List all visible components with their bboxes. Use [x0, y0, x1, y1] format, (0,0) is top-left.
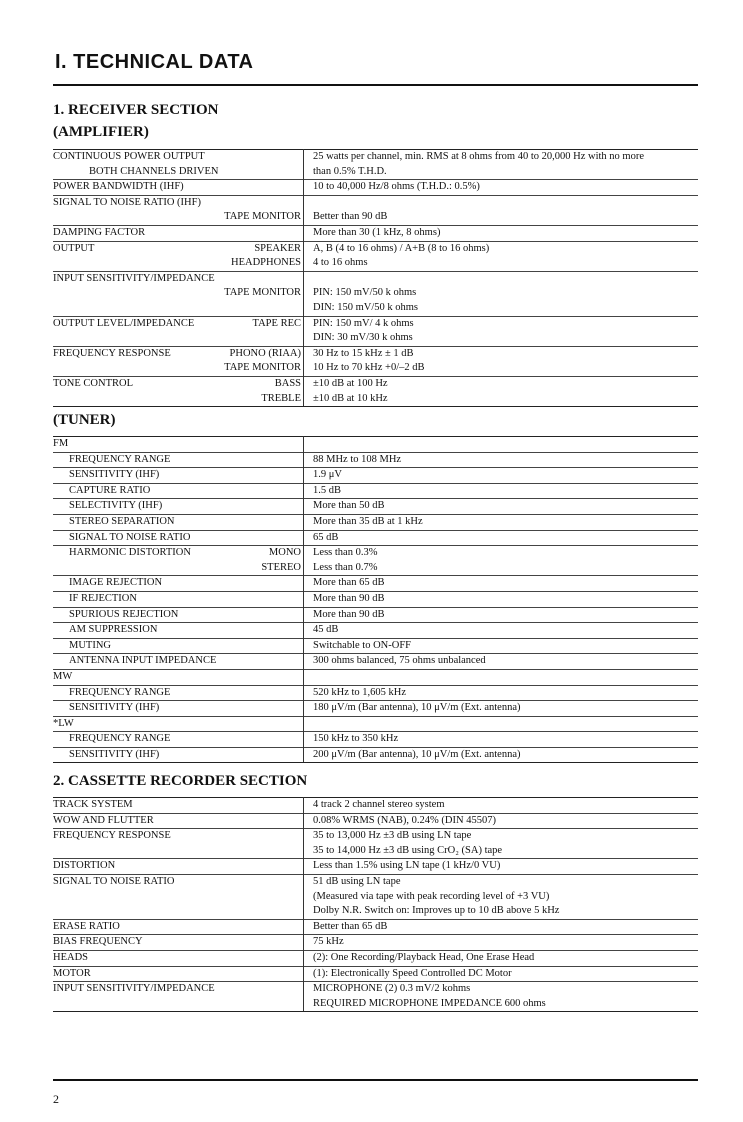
spec-label: SIGNAL TO NOISE RATIO: [69, 531, 191, 543]
spec-label-cell: [53, 859, 304, 875]
spec-sublabel: BASS: [274, 377, 301, 389]
spec-row: [53, 195, 698, 210]
spec-value: 35 to 14,000 Hz ±3 dB using CrO₂ (SA) tape: [313, 844, 503, 856]
spec-value: (2): One Recording/Playback Head, One Erase Head: [304, 950, 699, 966]
spec-value: [304, 271, 699, 286]
spec-label: CONTINUOUS POWER OUTPUT: [53, 151, 205, 162]
spec-value: 0.08% WRMS (NAB), 0.24% (DIN 45507): [304, 813, 699, 829]
spec-value: 150 kHz to 350 kHz: [304, 732, 699, 748]
spec-row: [53, 966, 698, 982]
spec-row: [53, 561, 698, 576]
spec-value: [304, 716, 699, 732]
spec-label: DAMPING FACTOR: [53, 226, 146, 238]
spec-value: 520 kHz to 1,605 kHz: [304, 685, 699, 701]
spec-label-cell: [53, 638, 304, 654]
spec-value: 300 ohms balanced, 75 ohms unbalanced: [304, 654, 699, 670]
spec-value: 30 Hz to 15 kHz ± 1 dB: [304, 346, 699, 361]
spec-value: 4 track 2 channel stereo system: [304, 798, 699, 814]
spec-value: More than 90 dB: [304, 607, 699, 623]
spec-value: MICROPHONE (2) 0.3 mV/2 kohms: [304, 982, 699, 997]
spec-label-cell: [53, 813, 304, 829]
spec-value: Switchable to ON-OFF: [304, 638, 699, 654]
spec-label: BOTH CHANNELS DRIVEN: [89, 165, 219, 177]
spec-label: BIAS FREQUENCY: [53, 936, 143, 948]
receiver-section-title: 1. RECEIVER SECTION: [53, 102, 219, 118]
spec-row: [53, 361, 698, 376]
spec-row: [53, 499, 698, 515]
spec-label: MW: [53, 670, 73, 682]
spec-label-cell: [53, 669, 304, 685]
spec-row: [53, 813, 698, 829]
spec-sublabel: MONO: [268, 547, 301, 559]
spec-label-cell: [53, 935, 304, 951]
spec-label-cell: [53, 716, 304, 732]
spec-label: HARMONIC DISTORTION: [69, 547, 191, 559]
spec-label: FREQUENCY RESPONSE: [53, 347, 171, 359]
spec-value: Better than 90 dB: [313, 211, 388, 223]
spec-label: *LW: [53, 717, 74, 729]
spec-value: 45 dB: [304, 623, 699, 639]
spec-row: [53, 997, 698, 1012]
spec-row: [53, 301, 698, 316]
spec-label: TONE CONTROL: [53, 377, 134, 389]
spec-value: ±10 dB at 100 Hz: [304, 376, 699, 391]
spec-row: [53, 225, 698, 241]
spec-value: DIN: 30 mV/30 k ohms: [313, 332, 413, 344]
spec-label-cell: [53, 468, 304, 484]
spec-label-cell: [53, 747, 304, 763]
spec-row: [53, 950, 698, 966]
spec-label-cell: [53, 331, 304, 346]
spec-row: [53, 654, 698, 670]
spec-row: [53, 150, 698, 165]
spec-label: SENSITIVITY (IHF): [69, 469, 160, 481]
spec-label-cell: [53, 286, 304, 301]
spec-value: 65 dB: [304, 530, 699, 546]
spec-value: 75 kHz: [304, 935, 699, 951]
spec-label-cell: [53, 997, 304, 1012]
spec-value: Dolby N.R. Switch on: Improves up to 10 dB above 5 kHz: [313, 905, 560, 917]
spec-label: IF REJECTION: [69, 592, 137, 604]
spec-label: SENSITIVITY (IHF): [69, 702, 160, 714]
spec-value: (1): Electronically Speed Controlled DC Motor: [304, 966, 699, 982]
spec-label: SENSITIVITY (IHF): [69, 748, 160, 760]
spec-row: [53, 331, 698, 346]
spec-label-cell: [53, 316, 304, 331]
spec-row: [53, 437, 698, 453]
tuner-subtitle: (TUNER): [53, 412, 116, 428]
spec-value: than 0.5% T.H.D.: [313, 165, 387, 177]
spec-value: [304, 437, 699, 453]
spec-value: 200 μV/m (Bar antenna), 10 μV/m (Ext. antenna): [304, 747, 699, 763]
spec-sublabel: TAPE REC: [252, 317, 301, 329]
spec-row: [53, 210, 698, 225]
spec-label: SIGNAL TO NOISE RATIO: [53, 875, 175, 887]
spec-label-cell: [53, 210, 304, 225]
spec-label: WOW AND FLUTTER: [53, 814, 154, 826]
spec-label: ERASE RATIO: [53, 920, 120, 932]
spec-label-cell: [53, 844, 304, 859]
spec-label: FREQUENCY RANGE: [69, 733, 171, 745]
spec-value: 1.5 dB: [304, 483, 699, 499]
spec-row: [53, 514, 698, 530]
spec-label: POWER BANDWIDTH (IHF): [53, 181, 184, 193]
spec-sublabel: TREBLE: [261, 392, 301, 404]
spec-label: FM: [53, 438, 69, 449]
spec-row: [53, 452, 698, 468]
spec-row: [53, 701, 698, 717]
spec-value: [304, 669, 699, 685]
spec-label: STEREO SEPARATION: [69, 515, 175, 527]
spec-label: HEADS: [53, 951, 89, 963]
spec-row: [53, 982, 698, 997]
spec-row: [53, 316, 698, 331]
spec-label: SPURIOUS REJECTION: [69, 608, 179, 620]
spec-label-cell: [53, 150, 304, 165]
spec-label: ANTENNA INPUT IMPEDANCE: [69, 655, 217, 667]
spec-value: More than 30 (1 kHz, 8 ohms): [304, 225, 699, 241]
spec-row: [53, 623, 698, 639]
cassette-section-title: 2. CASSETTE RECORDER SECTION: [53, 773, 308, 789]
spec-label-cell: [53, 576, 304, 592]
spec-label-cell: [53, 829, 304, 844]
spec-label-cell: [53, 437, 304, 453]
spec-label-cell: [53, 982, 304, 997]
spec-value: 88 MHz to 108 MHz: [304, 452, 699, 468]
spec-label-cell: [53, 623, 304, 639]
spec-value: Better than 65 dB: [304, 919, 699, 935]
spec-value: ±10 dB at 10 kHz: [304, 392, 699, 407]
page-number: 2: [53, 1092, 59, 1106]
spec-label-cell: [53, 798, 304, 814]
spec-row: [53, 685, 698, 701]
spec-label-cell: [53, 701, 304, 717]
spec-label: AM SUPPRESSION: [69, 624, 158, 636]
spec-row: [53, 874, 698, 889]
spec-label-cell: [53, 514, 304, 530]
spec-value: [304, 195, 699, 210]
spec-sublabel: TAPE MONITOR: [224, 211, 301, 223]
spec-value: 25 watts per channel, min. RMS at 8 ohms from 40 to 20,000 Hz with no more: [304, 150, 699, 165]
spec-label: FREQUENCY RANGE: [69, 453, 171, 465]
spec-label: INPUT SENSITIVITY/IMPEDANCE: [53, 272, 215, 284]
spec-value: 10 to 40,000 Hz/8 ohms (T.H.D.: 0.5%): [304, 180, 699, 196]
spec-label-cell: [53, 950, 304, 966]
spec-label-cell: [53, 499, 304, 515]
cassette-spec-table: [53, 797, 698, 1012]
spec-sublabel: PHONO (RIAA): [229, 347, 301, 359]
spec-value: 4 to 16 ohms: [313, 257, 368, 269]
spec-row: [53, 180, 698, 196]
spec-row: [53, 829, 698, 844]
spec-row: [53, 859, 698, 875]
spec-label-cell: [53, 561, 304, 576]
spec-value: 1.9 μV: [304, 468, 699, 484]
spec-label-cell: [53, 919, 304, 935]
spec-label-cell: [53, 685, 304, 701]
spec-label-cell: [53, 530, 304, 546]
spec-label: MUTING: [69, 639, 111, 651]
spec-label: DISTORTION: [53, 860, 116, 872]
spec-value: REQUIRED MICROPHONE IMPEDANCE 600 ohms: [304, 997, 699, 1012]
amplifier-spec-table: [53, 149, 698, 407]
spec-label-cell: [53, 241, 304, 256]
spec-row: [53, 530, 698, 546]
spec-label-cell: [53, 392, 304, 407]
spec-label: FREQUENCY RANGE: [69, 686, 171, 698]
spec-row: [53, 165, 698, 180]
spec-sublabel: HEADPHONES: [230, 257, 301, 269]
spec-row: [53, 919, 698, 935]
spec-label-cell: [53, 966, 304, 982]
spec-row: [53, 468, 698, 484]
spec-value: More than 90 dB: [304, 591, 699, 607]
spec-label: IMAGE REJECTION: [69, 577, 163, 589]
spec-row: [53, 747, 698, 763]
spec-row: [53, 576, 698, 592]
tuner-spec-table: [53, 436, 698, 763]
spec-label-cell: [53, 654, 304, 670]
spec-value: PIN: 150 mV/50 k ohms: [313, 287, 417, 299]
title-rule: [53, 84, 698, 86]
spec-label-cell: [53, 346, 304, 361]
spec-row: [53, 392, 698, 407]
spec-label-cell: [53, 732, 304, 748]
spec-label: OUTPUT: [53, 242, 95, 254]
spec-label-cell: [53, 165, 304, 180]
spec-sublabel: TAPE MONITOR: [224, 362, 301, 374]
spec-value: More than 65 dB: [304, 576, 699, 592]
spec-label-cell: [53, 271, 304, 286]
spec-value: More than 50 dB: [304, 499, 699, 515]
spec-value: Less than 1.5% using LN tape (1 kHz/0 VU): [304, 859, 699, 875]
spec-row: [53, 716, 698, 732]
spec-label-cell: [53, 890, 304, 905]
spec-label-cell: [53, 376, 304, 391]
spec-label-cell: [53, 301, 304, 316]
spec-row: [53, 904, 698, 919]
spec-label-cell: [53, 874, 304, 889]
spec-label-cell: [53, 225, 304, 241]
spec-row: [53, 732, 698, 748]
spec-row: [53, 638, 698, 654]
spec-label-cell: [53, 361, 304, 376]
spec-row: [53, 591, 698, 607]
spec-label-cell: [53, 452, 304, 468]
page-title: I. TECHNICAL DATA: [55, 51, 254, 73]
spec-row: [53, 546, 698, 561]
spec-label-cell: [53, 607, 304, 623]
spec-row: [53, 844, 698, 859]
spec-label-cell: [53, 483, 304, 499]
spec-row: [53, 890, 698, 905]
spec-row: [53, 607, 698, 623]
spec-value: Less than 0.3%: [304, 546, 699, 561]
spec-value: (Measured via tape with peak recording level of +3 VU): [313, 890, 550, 902]
spec-value: More than 35 dB at 1 kHz: [304, 514, 699, 530]
spec-value: 180 μV/m (Bar antenna), 10 μV/m (Ext. antenna): [304, 701, 699, 717]
spec-value: 10 Hz to 70 kHz +0/–2 dB: [313, 362, 425, 374]
spec-row: [53, 256, 698, 271]
spec-sublabel: TAPE MONITOR: [224, 287, 301, 299]
spec-label: MOTOR: [53, 967, 91, 979]
spec-label-cell: [53, 195, 304, 210]
spec-label: FREQUENCY RESPONSE: [53, 830, 171, 842]
spec-label-cell: [53, 904, 304, 919]
spec-value: 35 to 13,000 Hz ±3 dB using LN tape: [304, 829, 699, 844]
spec-row: [53, 271, 698, 286]
spec-label: SIGNAL TO NOISE RATIO (IHF): [53, 196, 201, 208]
spec-value: DIN: 150 mV/50 k ohms: [313, 301, 418, 313]
spec-row: [53, 241, 698, 256]
spec-row: [53, 346, 698, 361]
spec-row: [53, 483, 698, 499]
spec-label: TRACK SYSTEM: [53, 799, 133, 810]
spec-value: A, B (4 to 16 ohms) / A+B (8 to 16 ohms): [304, 241, 699, 256]
spec-value: Less than 0.7%: [313, 561, 378, 573]
spec-row: [53, 376, 698, 391]
spec-label: INPUT SENSITIVITY/IMPEDANCE: [53, 983, 215, 995]
spec-row: [53, 286, 698, 301]
spec-label: SELECTIVITY (IHF): [69, 500, 163, 512]
spec-label-cell: [53, 180, 304, 196]
spec-row: [53, 798, 698, 814]
spec-row: [53, 935, 698, 951]
spec-value: 51 dB using LN tape: [304, 874, 699, 889]
footer-rule: [53, 1079, 698, 1081]
amplifier-subtitle: (AMPLIFIER): [53, 124, 149, 140]
spec-value: PIN: 150 mV/ 4 k ohms: [304, 316, 699, 331]
spec-label-cell: [53, 591, 304, 607]
spec-row: [53, 669, 698, 685]
spec-label: OUTPUT LEVEL/IMPEDANCE: [53, 317, 195, 329]
spec-sublabel: STEREO: [261, 561, 301, 573]
spec-label: CAPTURE RATIO: [69, 484, 151, 496]
spec-label-cell: [53, 546, 304, 561]
spec-label-cell: [53, 256, 304, 271]
spec-sublabel: SPEAKER: [254, 242, 301, 254]
